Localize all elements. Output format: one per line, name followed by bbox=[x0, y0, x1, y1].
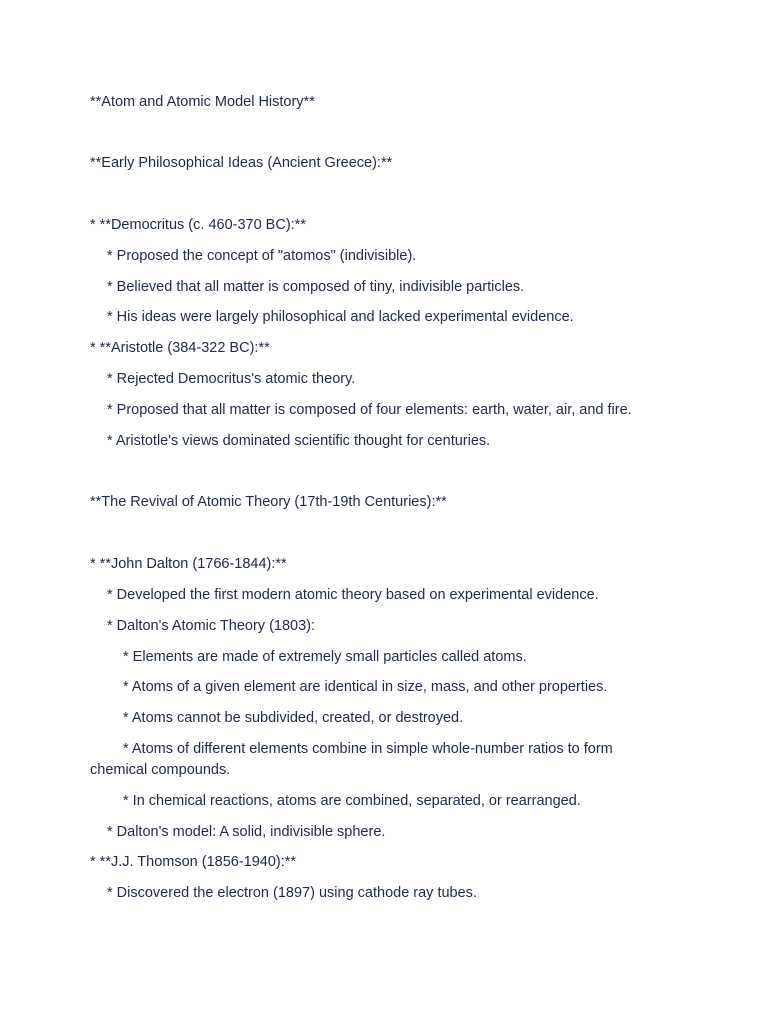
document-title: **Atom and Atomic Model History** bbox=[90, 94, 315, 110]
dalton-theory-point: * Elements are made of extremely small particles called atoms. bbox=[123, 649, 527, 665]
dalton-theory-point: * Atoms of a given element are identical in size, mass, and other properties. bbox=[123, 679, 608, 695]
aristotle-heading: * **Aristotle (384-322 BC):** bbox=[90, 340, 270, 356]
democritus-heading: * **Democritus (c. 460-370 BC):** bbox=[90, 217, 306, 233]
aristotle-point: * Rejected Democritus's atomic theory. bbox=[107, 371, 356, 387]
democritus-point: * Proposed the concept of "atomos" (indivisible). bbox=[107, 248, 417, 264]
thomson-point: * Discovered the electron (1897) using cathode ray tubes. bbox=[107, 885, 477, 901]
section-heading-greece: **Early Philosophical Ideas (Ancient Greece):** bbox=[90, 155, 393, 171]
thomson-heading: * **J.J. Thomson (1856-1940):** bbox=[90, 854, 297, 870]
dalton-theory-point: * In chemical reactions, atoms are combined, separated, or rearranged. bbox=[123, 793, 581, 809]
dalton-theory-point: * Atoms cannot be subdivided, created, or destroyed. bbox=[123, 710, 464, 726]
democritus-point: * His ideas were largely philosophical and lacked experimental evidence. bbox=[107, 309, 574, 325]
dalton-point: * Dalton's model: A solid, indivisible sphere. bbox=[107, 824, 386, 840]
aristotle-point: * Proposed that all matter is composed of four elements: earth, water, air, and fire. bbox=[107, 402, 632, 418]
section-heading-revival: **The Revival of Atomic Theory (17th-19th Centuries):** bbox=[90, 494, 447, 510]
dalton-point: * Developed the first modern atomic theory based on experimental evidence. bbox=[107, 587, 599, 603]
dalton-point: * Dalton's Atomic Theory (1803): bbox=[107, 618, 316, 634]
dalton-theory-point bbox=[90, 739, 670, 781]
aristotle-point: * Aristotle's views dominated scientific thought for centuries. bbox=[107, 433, 491, 449]
dalton-heading: * **John Dalton (1766-1844):** bbox=[90, 556, 287, 572]
dalton-theory-point-text: * Atoms of different elements combine in simple whole-number ratios to form chemical compounds. bbox=[90, 741, 613, 778]
democritus-point: * Believed that all matter is composed of tiny, indivisible particles. bbox=[107, 279, 525, 295]
